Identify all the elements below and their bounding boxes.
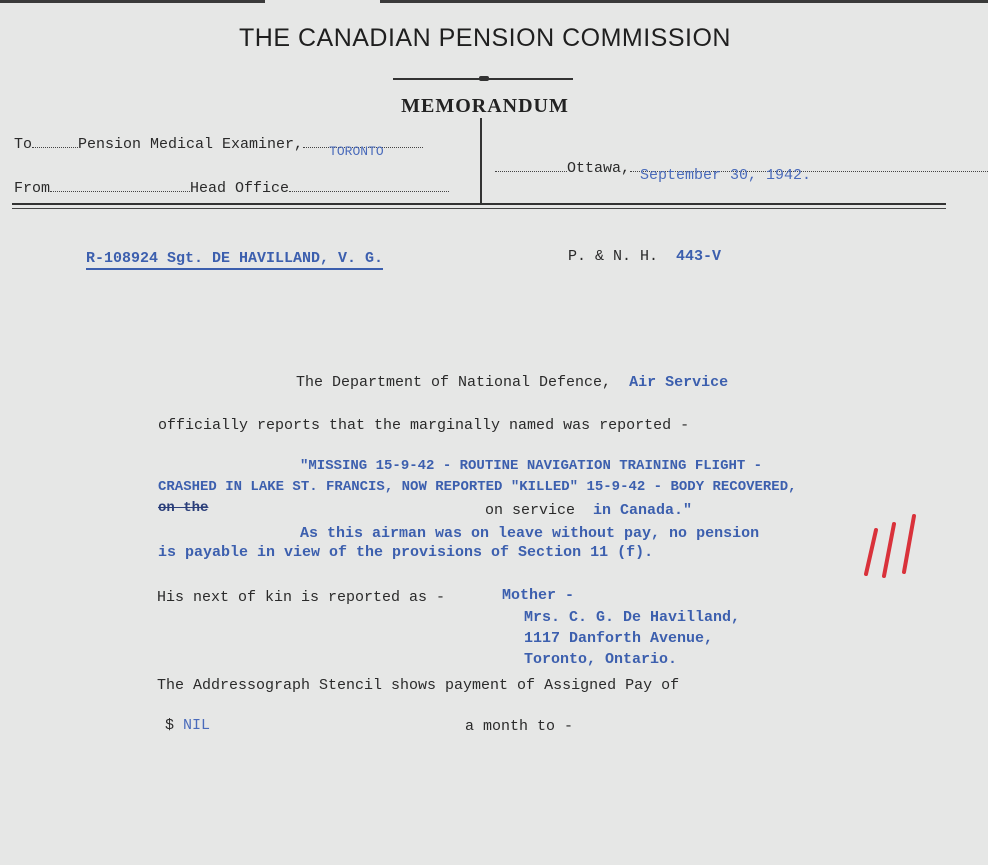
scan-edge-right [380,0,988,3]
scan-edge [0,0,988,3]
header-rule [12,203,946,205]
service-location [485,502,692,519]
ornament-rule [393,77,573,81]
memorandum-heading: MEMORANDUM [401,95,569,117]
note-line-2: is payable in view of the provisions of Section 11 (f). [158,544,654,561]
dept-line [296,374,728,391]
location-text: in Canada." [593,502,693,519]
header-divider [480,118,482,203]
report-line-2: CRASHED IN LAKE ST. FRANCIS, NOW REPORTED "KILLED" 15-9-42 - BODY RECOVERED, [158,479,797,495]
kin-street: 1117 Danforth Avenue, [524,630,714,647]
kin-city: Toronto, Ontario. [524,651,678,668]
currency-symbol: $ [165,717,175,734]
report-line-1: "MISSING 15-9-42 - ROUTINE NAVIGATION TRAINING FLIGHT - [300,458,763,474]
struck-text: on the [158,500,209,516]
kin-relation: Mother - [502,587,575,604]
report-intro: officially reports that the marginally named was reported - [158,417,690,434]
red-pencil-mark-icon [862,510,932,580]
scan-edge-left [0,0,265,3]
assigned-pay-amount [165,717,210,734]
header-rule-thin [12,208,946,209]
place-label: Ottawa, [567,160,631,177]
from-value: Head Office [190,180,290,197]
file-reference [568,248,721,265]
to-value: Pension Medical Examiner, [78,136,304,153]
from-field [14,180,449,197]
kin-name: Mrs. C. G. De Havilland, [524,609,741,626]
to-label: To [14,136,33,153]
date-field [495,160,988,184]
letterhead-title: THE CANADIAN PENSION COMMISSION [239,24,731,52]
file-label: P. & N. H. [568,248,659,265]
stencil-line: The Addressograph Stencil shows payment of Assigned Pay of [157,677,680,694]
file-number: 443-V [676,248,722,265]
to-field [14,136,423,159]
to-city: TORONTO [329,144,384,159]
memo-date: September 30, 1942. [640,167,812,184]
kin-label: His next of kin is reported as - [157,589,446,606]
dept-text: The Department of National Defence, [296,374,612,391]
service-branch: Air Service [629,374,729,391]
amount-value: NIL [183,717,211,734]
on-service-text: on service [485,502,576,519]
from-label: From [14,180,51,197]
note-line-1: As this airman was on leave without pay, no pension [300,525,760,542]
service-number-name: R-108924 Sgt. DE HAVILLAND, V. G. [86,250,383,270]
month-to: a month to - [465,718,574,735]
